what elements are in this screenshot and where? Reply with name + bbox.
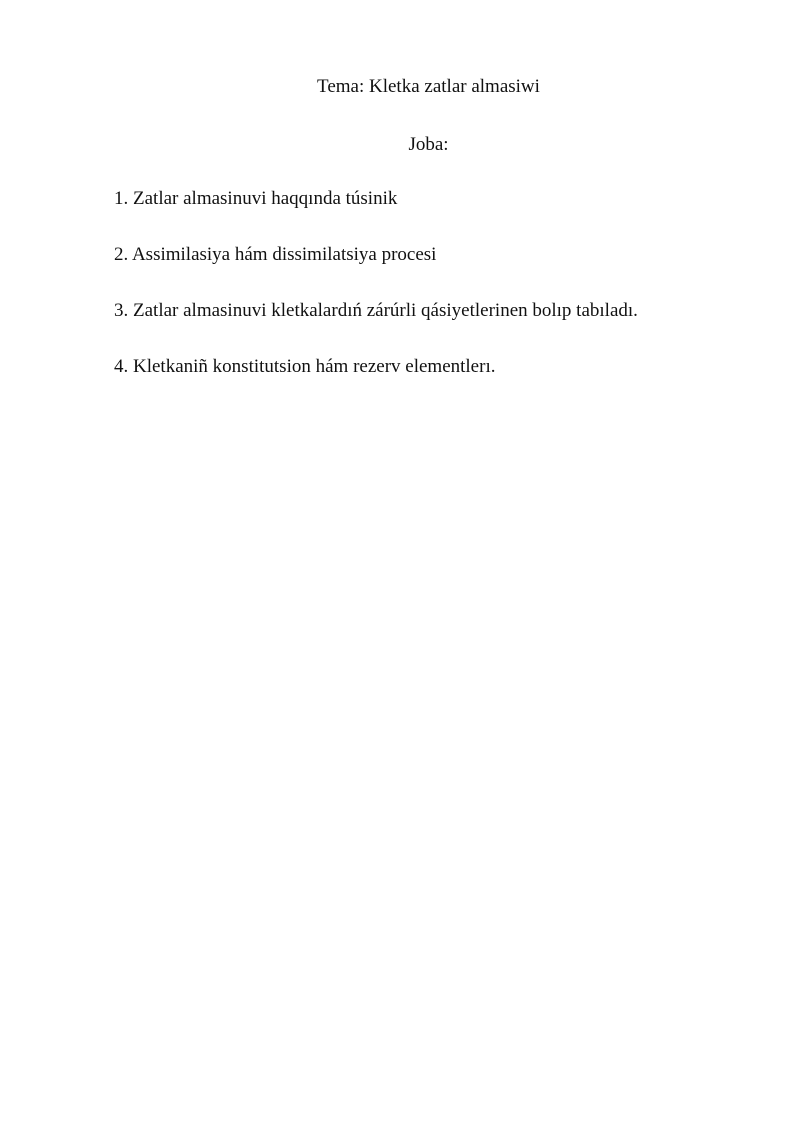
plan-item: 2. Assimilasiya hám dissimilatsiya procesi: [114, 244, 437, 265]
plan-item: 4. Kletkaniñ konstitutsion hám rezerv elementlerı.: [114, 356, 496, 377]
document-title: Tema: Kletka zatlar almasiwi: [317, 76, 540, 97]
plan-heading: Joba:: [408, 134, 449, 155]
plan-item: 3. Zatlar almasinuvi kletkalardıń zárúrli qásiyetlerinen bolıp tabıladı.: [114, 300, 638, 321]
plan-item: 1. Zatlar almasinuvi haqqında túsinik: [114, 188, 398, 209]
plan-list: [114, 188, 638, 412]
